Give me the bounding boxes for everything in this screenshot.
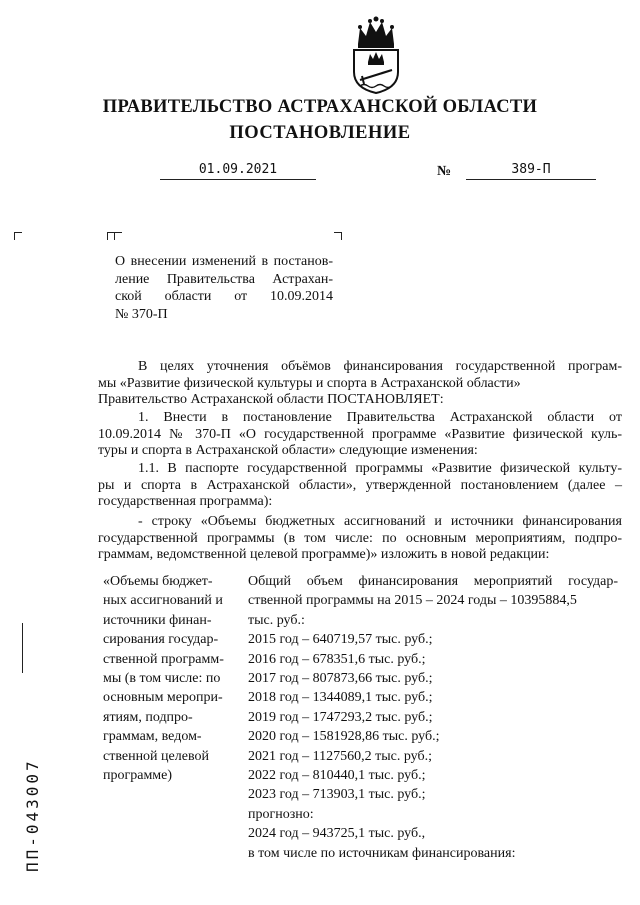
funding-year-2020: 2020 год – 1581928,86 тыс. руб.;	[248, 729, 440, 745]
subject-line: № 370-П	[115, 306, 168, 322]
text-line: мы «Развитие физической культуры и спорта в Астраханской области»	[98, 375, 521, 391]
text-line: ственной целевой	[103, 748, 209, 764]
corner-mark-left	[14, 232, 22, 240]
paragraph-preamble	[98, 359, 622, 409]
text-line: граммам, ведом-	[103, 729, 202, 745]
text-line: ятиям, подпро-	[103, 709, 193, 725]
text-line: 10.09.2014 № 370-П «О государственной программе «Развитие физической куль-	[98, 426, 622, 442]
text-line: туры и спорта в Астраханской области» следующие изменения:	[98, 443, 478, 458]
funding-year-2017: 2017 год – 807873,66 тыс. руб.;	[248, 671, 433, 687]
text-line: в том числе по источникам финансирования:	[248, 845, 516, 861]
funding-year-2022: 2022 год – 810440,1 тыс. руб.;	[248, 768, 426, 784]
text-line: источники финан-	[103, 612, 212, 628]
government-name: ПРАВИТЕЛЬСТВО АСТРАХАНСКОЙ ОБЛАСТИ	[102, 97, 538, 117]
text-line: сирования государ-	[103, 632, 219, 648]
text-line: ных ассигнований и	[103, 593, 223, 609]
paragraph-item-1	[98, 410, 622, 460]
serial-number: ПП-043007	[23, 758, 42, 872]
table-cell-label	[103, 572, 243, 785]
funding-year-2024: 2024 год – 943725,1 тыс. руб.,	[248, 826, 426, 842]
subject-line: ление Правительства Астрахан-	[115, 271, 333, 287]
text-line: ственной программы на 2015 – 2024 годы – 10395884,5	[248, 593, 577, 609]
text-line: Правительство Астраханской области ПОСТАНОВЛЯЕТ:	[98, 392, 444, 407]
funding-year-2016: 2016 год – 678351,6 тыс. руб.;	[248, 651, 426, 667]
text-line: 1. Внести в постановление Правительства Астраханской области от	[138, 410, 622, 425]
funding-year-2015: 2015 год – 640719,57 тыс. руб.;	[248, 632, 433, 648]
subject-line: О внесении изменений в постанов-	[115, 254, 333, 269]
funding-year-2023: 2023 год – 713903,1 тыс. руб.;	[248, 787, 426, 803]
text-line: Общий объем финансирования мероприятий государ-	[248, 574, 618, 589]
document-type: ПОСТАНОВЛЕНИЕ	[229, 123, 411, 143]
text-line: основным меропри-	[103, 690, 223, 706]
text-line: тыс. руб.:	[248, 612, 305, 628]
corner-mark-subject-right	[334, 232, 342, 240]
text-line: государственная программа):	[98, 494, 273, 509]
document-subject	[115, 253, 333, 323]
funding-year-2019: 2019 год – 1747293,2 тыс. руб.;	[248, 709, 433, 725]
margin-line	[22, 623, 23, 673]
corner-mark-subject-left-inner	[114, 232, 122, 240]
text-line: ры и спорта в Астраханской области», утвержденной постановлением (далее –	[98, 477, 622, 493]
text-line: - строку «Объемы бюджетных ассигнований и источники финансирования	[138, 514, 622, 529]
subject-line: ской области от 10.09.2014	[115, 289, 333, 304]
text-line: «Объемы бюджет-	[103, 574, 213, 589]
forecast-label: прогнозно:	[248, 806, 314, 822]
text-line: программе)	[103, 768, 173, 784]
text-line: государственной программы (в том числе: по основным мероприятиям, подпро-	[98, 530, 622, 546]
paragraph-row-change	[98, 514, 622, 564]
document-number: 389-П	[466, 162, 596, 180]
text-line: ственной программ-	[103, 651, 224, 667]
coat-of-arms-icon	[348, 14, 404, 94]
text-line: 1.1. В паспорте государственной программы «Развитие физической культу-	[138, 461, 622, 476]
paragraph-item-1-1	[98, 461, 622, 511]
text-line: граммам, ведомственной целевой программе)» изложить в новой редакции:	[98, 547, 550, 562]
funding-year-2021: 2021 год – 1127560,2 тыс. руб.;	[248, 748, 432, 764]
number-sign: №	[437, 164, 452, 179]
text-line: мы (в том числе: по	[103, 671, 221, 687]
serial-stamp	[22, 712, 44, 872]
text-line: В целях уточнения объёмов финансирования государственной програм-	[138, 359, 622, 374]
table-cell-value	[248, 572, 618, 863]
funding-year-2018: 2018 год – 1344089,1 тыс. руб.;	[248, 690, 433, 706]
document-date: 01.09.2021	[160, 162, 316, 180]
